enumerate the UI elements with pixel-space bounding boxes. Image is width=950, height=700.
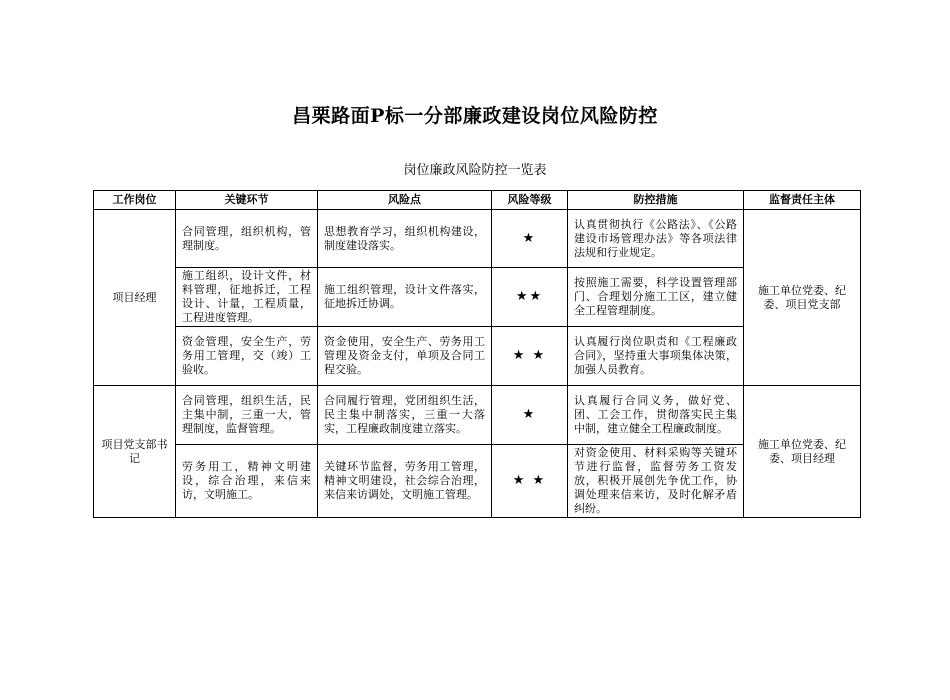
risk-level-stars: ★ ★ (492, 445, 568, 518)
risk-point-cell: 合同履行管理，党团组织生活，民主集中制落实，三重一大落实，工程廉政制度建立落实。 (318, 386, 492, 445)
header-risk-level: 风险等级 (492, 191, 568, 210)
position-cell: 项目党支部书记 (94, 386, 176, 518)
table-row (94, 386, 861, 445)
key-link-cell: 合同管理，组织生活，民主集中制，三重一大，管理制度，监督管理。 (176, 386, 318, 445)
header-supervisor: 监督责任主体 (744, 191, 861, 210)
header-risk-point: 风险点 (318, 191, 492, 210)
measures-cell: 认真贯彻执行《公路法》、《公路建设市场管理办法》等各项法律法规和行业规定。 (568, 210, 744, 268)
risk-level-stars: ★ ★ (492, 327, 568, 386)
header-position: 工作岗位 (94, 191, 176, 210)
measures-cell: 按照施工需要，科学设置管理部门、合理划分施工工区，建立健全工程管理制度。 (568, 268, 744, 327)
key-link-cell: 劳务用工，精神文明建设，综合治理，来信来访，文明施工。 (176, 445, 318, 518)
position-cell: 项目经理 (94, 210, 176, 386)
risk-point-cell: 关键环节监督，劳务用工管理，精神文明建设，社会综合治理，来信来访调处，文明施工管理。 (318, 445, 492, 518)
header-key-link: 关键环节 (176, 191, 318, 210)
risk-control-table (93, 190, 861, 518)
risk-level-stars: ★ (492, 210, 568, 268)
table-row (94, 210, 861, 268)
table-header-row (94, 191, 861, 210)
table-caption: 岗位廉政风险防控一览表 (403, 163, 547, 178)
risk-point-cell: 资金使用，安全生产、劳务用工管理及资金支付，单项及合同工程交验。 (318, 327, 492, 386)
header-measures: 防控措施 (568, 191, 744, 210)
measures-cell: 认真履行合同义务，做好党、团、工会工作，贯彻落实民主集中制，建立健全工程廉政制度。 (568, 386, 744, 445)
key-link-cell: 施工组织，设计文件，材料管理，征地拆迁，工程设计、计量，工程质量，工程进度管理。 (176, 268, 318, 327)
risk-level-stars: ★★ (492, 268, 568, 327)
risk-point-cell: 施工组织管理，设计文件落实，征地拆迁协调。 (318, 268, 492, 327)
document-title: 昌栗路面P标一分部廉政建设岗位风险防控 (292, 105, 658, 127)
risk-level-stars: ★ (492, 386, 568, 445)
risk-point-cell: 思想教育学习，组织机构建设，制度建设落实。 (318, 210, 492, 268)
supervisor-cell: 施工单位党委、纪委、项目经理 (744, 386, 861, 518)
key-link-cell: 合同管理，组织机构，管理制度。 (176, 210, 318, 268)
supervisor-cell: 施工单位党委、纪委、项目党支部 (744, 210, 861, 386)
measures-cell: 对资金使用、材料采购等关键环节进行监督，监督劳务工资发放，积极开展创先争优工作，协调处理来信来访，及时化解矛盾纠纷。 (568, 445, 744, 518)
measures-cell: 认真履行岗位职责和《工程廉政合同》，坚持重大事项集体决策，加强人员教育。 (568, 327, 744, 386)
key-link-cell: 资金管理，安全生产，劳务用工管理，交（竣）工验收。 (176, 327, 318, 386)
